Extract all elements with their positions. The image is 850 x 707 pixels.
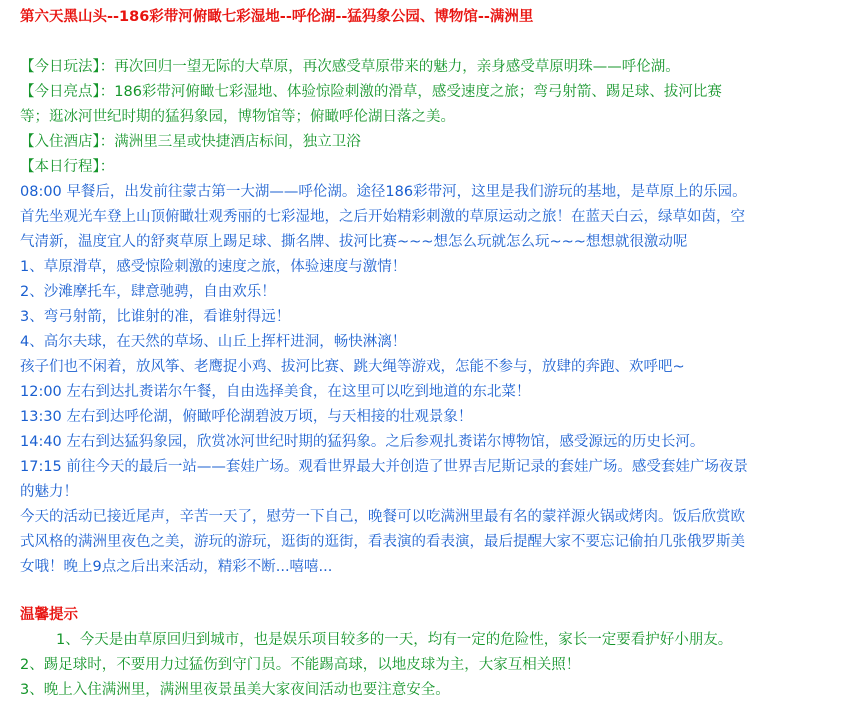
- itinerary-line: 1、草原滑草，感受惊险刺激的速度之旅，体验速度与激情！: [20, 259, 407, 275]
- itinerary-line: 4、高尔夫球，在天然的草场、山丘上挥杆进洞，畅快淋漓！: [20, 334, 407, 350]
- schedule-heading: 【本日行程】：: [20, 159, 115, 175]
- tips-heading: 温馨提示: [20, 607, 78, 623]
- itinerary-line: 的魅力！: [20, 484, 78, 500]
- itinerary-line: 女哦！晚上9点之后出来活动，精彩不断...嘻嘻...: [20, 559, 333, 575]
- itinerary-line: 14:40 左右到达猛犸象园，欣赏冰河世纪时期的猛犸象。之后参观扎赉诺尔博物馆，感受源远的历史长河。: [20, 434, 705, 450]
- itinerary-line: 12:00 左右到达扎赉诺尔午餐，自由选择美食，在这里可以吃到地道的东北菜！: [20, 384, 531, 400]
- itinerary-line: 今天的活动已接近尾声，辛苦一天了，慰劳一下自己，晚餐可以吃满洲里最有名的蒙祥源火锅或烤肉。饭后欣赏欧: [20, 509, 745, 525]
- highlight-summary-1: 【今日亮点】：186彩带河俯瞰七彩湿地、体验惊险刺激的滑草，感受速度之旅；弯弓射箭、踢足球、拔河比赛: [20, 84, 722, 100]
- itinerary-line: 3、弯弓射箭，比谁射的准，看谁射得远！: [20, 309, 291, 325]
- itinerary-line: 17:15 前往今天的最后一站——套娃广场。观看世界最大并创造了世界吉尼斯记录的套娃广场。感受套娃广场夜景: [20, 459, 748, 475]
- itinerary-line: 式风格的满洲里夜色之美，游玩的游玩，逛街的逛街，看表演的看表演，最后提醒大家不要忘记偷拍几张俄罗斯美: [20, 534, 745, 550]
- hotel-summary: 【入住酒店】：满洲里三星或快捷酒店标间，独立卫浴: [20, 134, 361, 150]
- itinerary-line: 13:30 左右到达呼伦湖，俯瞰呼伦湖碧波万顷，与天相接的壮观景象！: [20, 409, 473, 425]
- itinerary-line: 孩子们也不闲着，放风筝、老鹰捉小鸡、拔河比赛、跳大绳等游戏，怎能不参与，放肆的奔跑、欢呼吧~: [20, 359, 685, 375]
- itinerary-line: 气清新，温度宜人的舒爽草原上踢足球、撕名牌、拔河比赛~~~想怎么玩就怎么玩~~~想想就很激动呢: [20, 234, 688, 250]
- itinerary-line: 首先坐观光车登上山顶俯瞰壮观秀丽的七彩湿地，之后开始精彩刺激的草原运动之旅！在蓝天白云，绿草如茵，空: [20, 209, 745, 225]
- highlight-summary-2: 等；逛冰河世纪时期的猛犸象园，博物馆等；俯瞰呼伦湖日落之美。: [20, 109, 455, 125]
- tip-item: 3、晚上入住满洲里，满洲里夜景虽美大家夜间活动也要注意安全。: [20, 682, 450, 698]
- itinerary-line: 08:00 早餐后，出发前往蒙古第一大湖——呼伦湖。途径186彩带河，这里是我们游玩的基地，是草原上的乐园。: [20, 184, 747, 200]
- play-summary: 【今日玩法】：再次回归一望无际的大草原，再次感受草原带来的魅力，亲身感受草原明珠——呼伦湖。: [20, 59, 680, 75]
- tip-item: 1、今天是由草原回归到城市，也是娱乐项目较多的一天，均有一定的危险性，家长一定要看护好小朋友。: [56, 632, 733, 648]
- tip-item: 2、踢足球时，不要用力过猛伤到守门员。不能踢高球，以地皮球为主，大家互相关照！: [20, 657, 581, 673]
- page-title: 第六天黑山头--186彩带河俯瞰七彩湿地--呼伦湖--猛犸象公园、博物馆--满洲里: [20, 9, 534, 25]
- itinerary-line: 2、沙滩摩托车，肆意驰骋，自由欢乐！: [20, 284, 276, 300]
